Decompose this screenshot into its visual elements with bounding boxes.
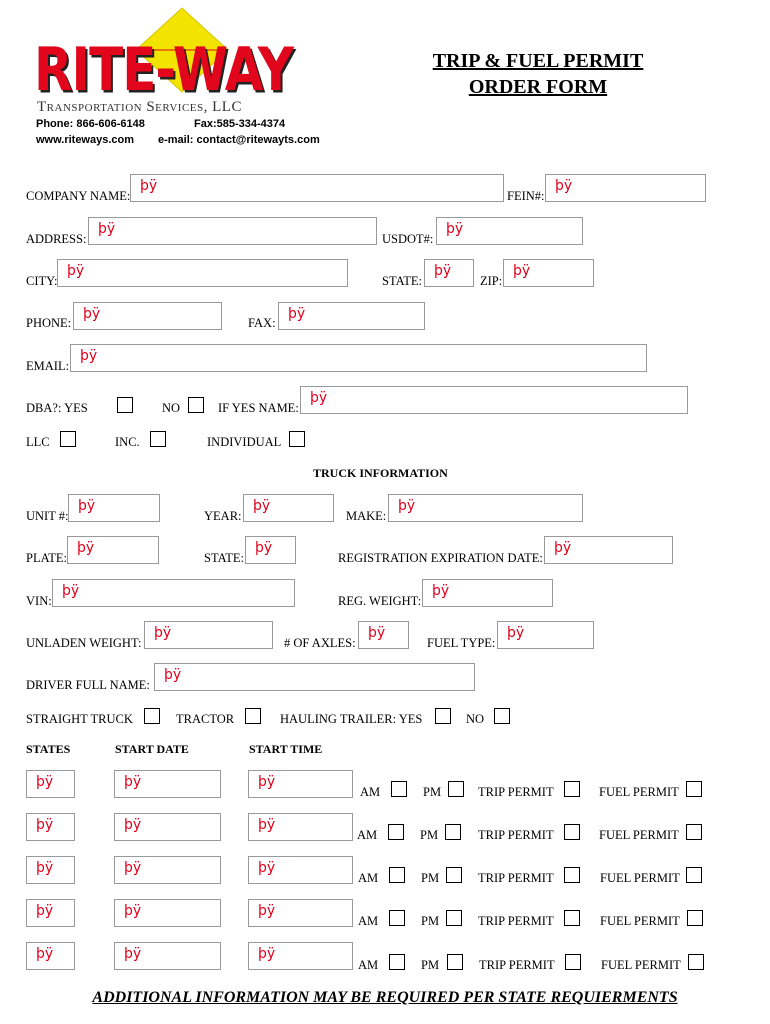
logo-fax: Fax:585-334-4374 [194, 118, 286, 130]
start-date-column-header: START DATE [115, 742, 189, 756]
permit-start-date-field[interactable]: þÿ [114, 856, 221, 884]
hauling-trailer-no-label: NO [466, 712, 485, 726]
trip-permit-checkbox[interactable] [565, 954, 581, 970]
am-label: AM [358, 871, 379, 885]
fuel-permit-label: FUEL PERMIT [600, 914, 680, 928]
fuel-permit-label: FUEL PERMIT [599, 785, 679, 799]
llc-label: LLC [26, 435, 50, 449]
city-field[interactable]: þÿ [57, 259, 348, 287]
trip-permit-label: TRIP PERMIT [478, 914, 554, 928]
fuel-permit-label: FUEL PERMIT [599, 828, 679, 842]
am-checkbox[interactable] [389, 954, 405, 970]
dba-yes-checkbox[interactable] [117, 397, 133, 413]
fuel-permit-checkbox[interactable] [688, 954, 704, 970]
permit-start-time-field[interactable]: þÿ [248, 856, 353, 884]
trip-permit-label: TRIP PERMIT [478, 871, 554, 885]
logo-brand-left: RITE [34, 34, 156, 105]
pm-label: PM [423, 785, 442, 799]
form-title-line2: ORDER FORM [468, 76, 608, 98]
pm-label: PM [421, 871, 440, 885]
axles-label: # OF AXLES: [284, 636, 356, 650]
truck-state-field[interactable]: þÿ [245, 536, 296, 564]
vin-field[interactable]: þÿ [52, 579, 295, 607]
unladen-weight-label: UNLADEN WEIGHT: [26, 636, 142, 650]
dba-name-field[interactable]: þÿ [300, 386, 688, 414]
year-field[interactable]: þÿ [243, 494, 334, 522]
company-name-field[interactable]: þÿ [130, 174, 504, 202]
permit-state-field[interactable]: þÿ [26, 899, 75, 927]
email-label: EMAIL: [26, 359, 70, 373]
permit-start-date-field[interactable]: þÿ [114, 813, 221, 841]
unit-field[interactable]: þÿ [68, 494, 160, 522]
company-logo [30, 6, 330, 148]
pm-label: PM [421, 914, 440, 928]
fuel-permit-label: FUEL PERMIT [600, 871, 680, 885]
trip-permit-label: TRIP PERMIT [478, 785, 554, 799]
state-label: STATE: [382, 274, 422, 288]
logo-brand-right: WAY [172, 34, 293, 105]
hauling-trailer-yes-checkbox[interactable] [435, 708, 451, 724]
pm-checkbox[interactable] [445, 824, 461, 840]
reg-weight-label: REG. WEIGHT: [338, 594, 422, 608]
registration-expiration-field[interactable]: þÿ [544, 536, 673, 564]
year-label: YEAR: [204, 509, 242, 523]
permit-start-time-field[interactable]: þÿ [248, 942, 353, 970]
pm-checkbox[interactable] [447, 954, 463, 970]
unit-label: UNIT #: [26, 509, 69, 523]
individual-label: INDIVIDUAL [207, 435, 282, 449]
city-label: CITY: [26, 274, 58, 288]
permit-start-date-field[interactable]: þÿ [114, 942, 221, 970]
tractor-checkbox[interactable] [245, 708, 261, 724]
phone-label: PHONE: [26, 316, 72, 330]
am-label: AM [357, 828, 378, 842]
phone-field[interactable]: þÿ [73, 302, 222, 330]
address-field[interactable]: þÿ [88, 217, 377, 245]
trip-permit-checkbox[interactable] [564, 867, 580, 883]
inc-checkbox[interactable] [150, 431, 166, 447]
dba-no-checkbox[interactable] [188, 397, 204, 413]
permit-state-field[interactable]: þÿ [26, 856, 75, 884]
fuel-permit-checkbox[interactable] [686, 867, 702, 883]
fuel-type-field[interactable]: þÿ [497, 621, 594, 649]
pm-checkbox[interactable] [448, 781, 464, 797]
logo-website: www.riteways.com [36, 134, 135, 146]
am-label: AM [358, 958, 379, 972]
am-label: AM [358, 914, 379, 928]
permit-start-date-field[interactable]: þÿ [114, 899, 221, 927]
unladen-weight-field[interactable]: þÿ [144, 621, 273, 649]
form-title-line1: TRIP & FUEL PERMIT [432, 50, 644, 72]
fein-field[interactable]: þÿ [545, 174, 706, 202]
pm-checkbox[interactable] [446, 910, 462, 926]
fax-field[interactable]: þÿ [278, 302, 425, 330]
trip-permit-checkbox[interactable] [564, 824, 580, 840]
tractor-label: TRACTOR [176, 712, 235, 726]
permit-start-time-field[interactable]: þÿ [248, 899, 353, 927]
plate-label: PLATE: [26, 551, 67, 565]
axles-field[interactable]: þÿ [358, 621, 409, 649]
dba-yes-label: DBA?: YES [26, 401, 88, 415]
logo-subtitle: Transportation Services, LLC [37, 99, 242, 115]
additional-info-notice: ADDITIONAL INFORMATION MAY BE REQUIRED PER STATE REQUIERMENTS [92, 989, 678, 1006]
fuel-permit-checkbox[interactable] [686, 824, 702, 840]
straight-truck-checkbox[interactable] [144, 708, 160, 724]
hauling-trailer-yes-label: HAULING TRAILER: YES [280, 712, 423, 726]
am-checkbox[interactable] [391, 781, 407, 797]
trip-permit-label: TRIP PERMIT [479, 958, 555, 972]
usdot-label: USDOT#: [382, 232, 434, 246]
pm-label: PM [420, 828, 439, 842]
permit-state-field[interactable]: þÿ [26, 770, 75, 798]
logo-email: e-mail: contact@ritewayts.com [158, 134, 320, 146]
permit-state-field[interactable]: þÿ [26, 813, 75, 841]
trip-permit-checkbox[interactable] [564, 781, 580, 797]
dba-no-label: NO [162, 401, 181, 415]
fuel-permit-label: FUEL PERMIT [601, 958, 681, 972]
fuel-type-label: FUEL TYPE: [427, 636, 496, 650]
truck-information-heading: TRUCK INFORMATION [313, 466, 448, 480]
logo-brand-dash: - [155, 34, 173, 105]
hauling-trailer-no-checkbox[interactable] [494, 708, 510, 724]
individual-checkbox[interactable] [289, 431, 305, 447]
llc-checkbox[interactable] [60, 431, 76, 447]
straight-truck-label: STRAIGHT TRUCK [26, 712, 133, 726]
plate-field[interactable]: þÿ [67, 536, 159, 564]
permit-state-field[interactable]: þÿ [26, 942, 75, 970]
trip-permit-label: TRIP PERMIT [478, 828, 554, 842]
states-column-header: STATES [26, 742, 71, 756]
reg-weight-field[interactable]: þÿ [422, 579, 553, 607]
permit-start-time-field[interactable]: þÿ [248, 813, 353, 841]
permit-start-time-field[interactable]: þÿ [248, 770, 353, 798]
zip-label: ZIP: [480, 274, 503, 288]
pm-label: PM [421, 958, 440, 972]
permit-start-date-field[interactable]: þÿ [114, 770, 221, 798]
logo-phone: Phone: 866-606-6148 [36, 118, 145, 130]
fuel-permit-checkbox[interactable] [686, 781, 702, 797]
fuel-permit-checkbox[interactable] [687, 910, 703, 926]
vin-label: VIN: [26, 594, 52, 608]
registration-expiration-label: REGISTRATION EXPIRATION DATE: [338, 551, 543, 565]
usdot-field[interactable]: þÿ [436, 217, 583, 245]
if-yes-name-label: IF YES NAME: [218, 401, 299, 415]
am-checkbox[interactable] [389, 910, 405, 926]
am-checkbox[interactable] [388, 824, 404, 840]
trip-permit-checkbox[interactable] [564, 910, 580, 926]
email-field[interactable]: þÿ [70, 344, 647, 372]
pm-checkbox[interactable] [446, 867, 462, 883]
driver-full-name-label: DRIVER FULL NAME: [26, 678, 150, 692]
make-field[interactable]: þÿ [388, 494, 583, 522]
fax-label: FAX: [248, 316, 276, 330]
truck-state-label: STATE: [204, 551, 244, 565]
company-name-label: COMPANY NAME: [26, 189, 131, 203]
fein-label: FEIN#: [507, 189, 545, 203]
am-checkbox[interactable] [389, 867, 405, 883]
inc-label: INC. [115, 435, 140, 449]
address-label: ADDRESS: [26, 232, 87, 246]
start-time-column-header: START TIME [249, 742, 323, 756]
make-label: MAKE: [346, 509, 387, 523]
driver-full-name-field[interactable]: þÿ [154, 663, 475, 691]
zip-field[interactable]: þÿ [503, 259, 594, 287]
state-field[interactable]: þÿ [424, 259, 474, 287]
am-label: AM [360, 785, 381, 799]
